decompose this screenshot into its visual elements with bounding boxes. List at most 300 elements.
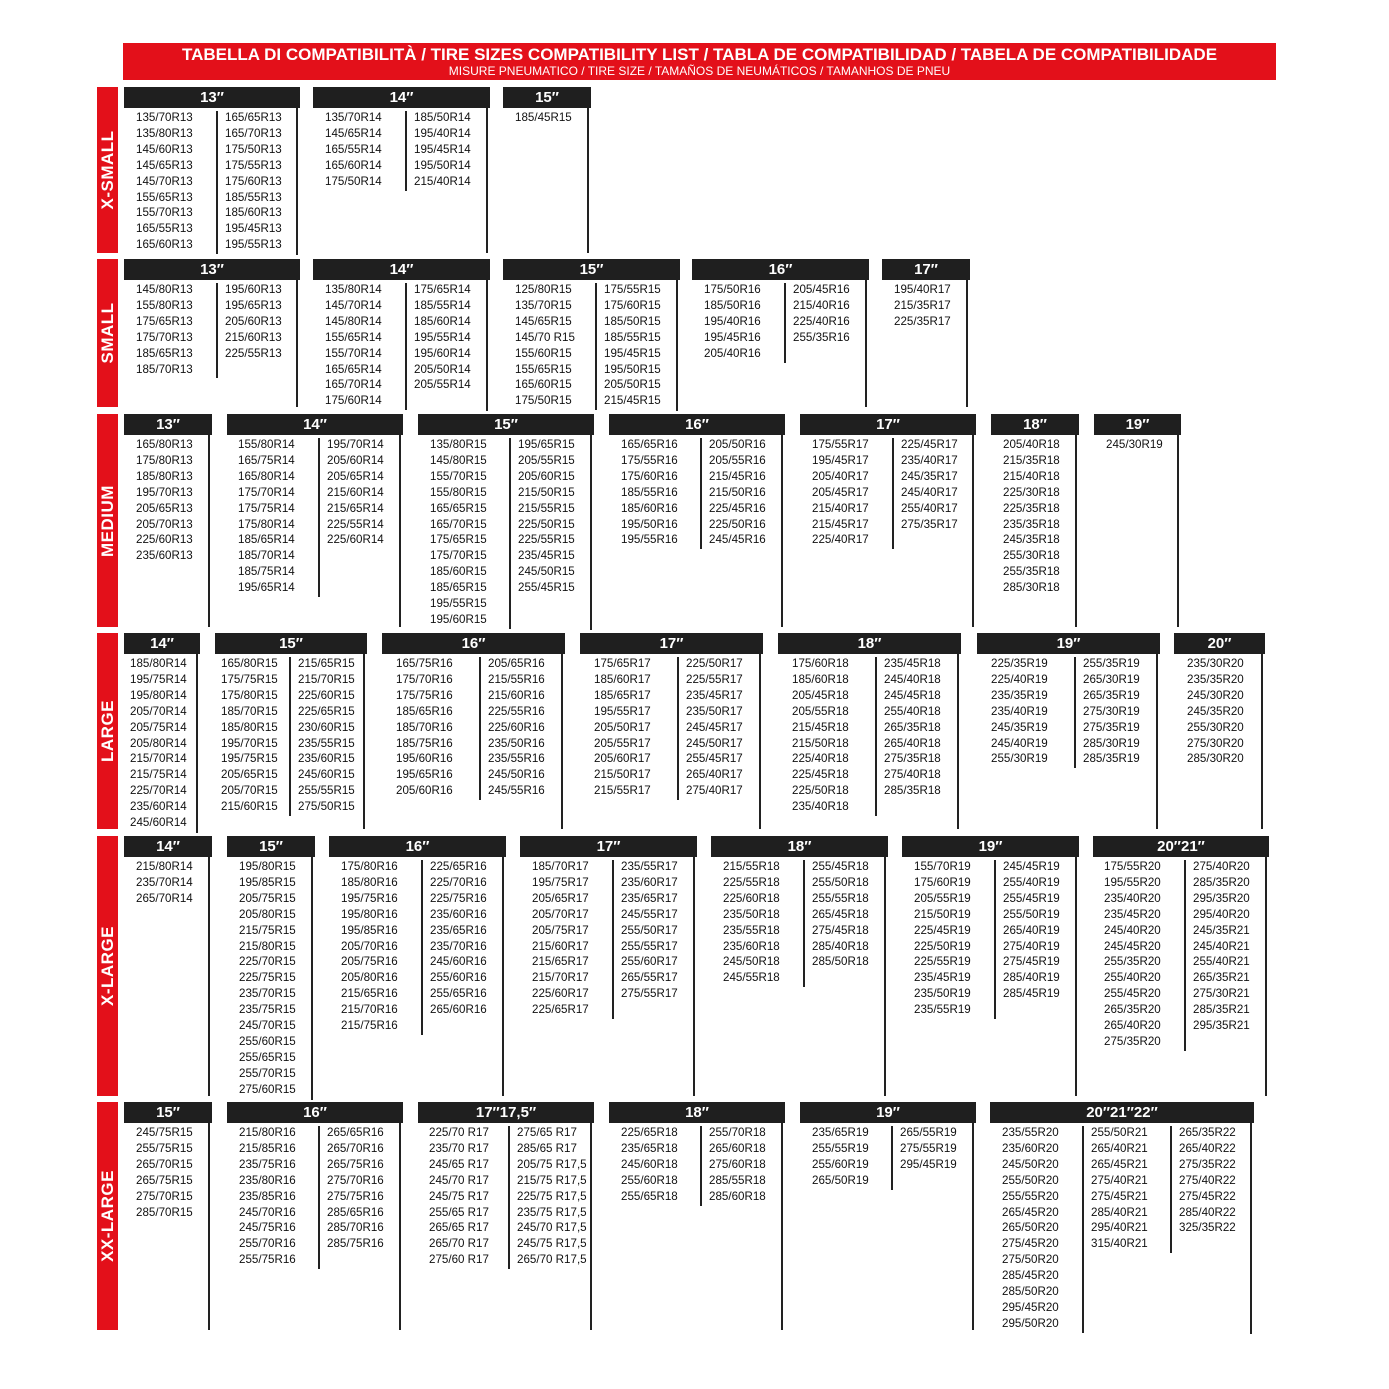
tire-size: 185/55R13 bbox=[225, 190, 282, 204]
tire-size: 205/70R13 bbox=[136, 517, 193, 531]
tire-size: 245/50R18 bbox=[723, 955, 780, 969]
tire-size: 215/60R16 bbox=[488, 688, 545, 702]
column-divider bbox=[405, 283, 407, 410]
tire-size: 225/65R18 bbox=[621, 1126, 678, 1139]
size-column bbox=[238, 435, 295, 596]
rim-size-header: 16″ bbox=[227, 1102, 403, 1123]
column-divider bbox=[1082, 1126, 1084, 1333]
tire-size: 195/50R14 bbox=[414, 158, 471, 172]
tire-size: 165/80R14 bbox=[238, 469, 295, 483]
rim-size-header: 15″ bbox=[418, 414, 594, 435]
tire-size: 215/60R14 bbox=[327, 485, 384, 499]
tire-size: 235/65R19 bbox=[812, 1126, 869, 1139]
tire-size: 245/75 R17,5 bbox=[517, 1237, 587, 1251]
tire-size: 235/75R15 bbox=[239, 1003, 296, 1017]
tire-size: 185/70R13 bbox=[136, 362, 193, 376]
rim-group bbox=[1094, 414, 1181, 627]
tire-size: 255/65R18 bbox=[621, 1189, 678, 1203]
size-column bbox=[396, 654, 453, 799]
tire-size: 225/70R14 bbox=[130, 784, 187, 798]
tire-size: 255/40R21 bbox=[1193, 955, 1250, 969]
tire-size: 155/70R14 bbox=[325, 346, 382, 360]
tire-size: 185/80R13 bbox=[136, 469, 193, 483]
tire-size: 225/50R18 bbox=[792, 784, 849, 798]
table-subtitle: MISURE PNEUMATICO / TIRE SIZE / TAMAÑOS DE NEUMÁTICOS / TAMANHOS DE PNEU bbox=[448, 64, 951, 78]
group-divider bbox=[972, 1123, 974, 1330]
tire-size: 225/55R19 bbox=[914, 955, 971, 969]
tire-size: 195/60R15 bbox=[430, 612, 487, 626]
tire-size: 185/60R16 bbox=[621, 501, 678, 515]
tire-size: 255/55R20 bbox=[1002, 1189, 1059, 1203]
tire-size: 225/50R16 bbox=[709, 517, 766, 531]
tire-size: 155/70R13 bbox=[136, 206, 193, 220]
tire-size: 235/60R14 bbox=[130, 800, 187, 814]
tire-size: 265/60R18 bbox=[709, 1141, 766, 1155]
tire-size: 215/70R16 bbox=[341, 1003, 398, 1017]
rim-size-header: 16″ bbox=[609, 414, 785, 435]
tire-size: 195/40R16 bbox=[704, 314, 761, 328]
tire-size: 275/40R22 bbox=[1179, 1173, 1236, 1187]
tire-size: 185/60R13 bbox=[225, 206, 282, 220]
tire-size: 235/65R17 bbox=[621, 891, 678, 905]
tire-size: 235/45R15 bbox=[518, 549, 575, 563]
tire-size: 205/65R13 bbox=[136, 501, 193, 515]
tire-size: 215/65R17 bbox=[532, 955, 589, 969]
tire-size: 255/30R18 bbox=[1003, 549, 1060, 563]
tire-size: 275/45R19 bbox=[1003, 955, 1060, 969]
rim-group bbox=[990, 1102, 1254, 1334]
tire-size: 265/55R17 bbox=[621, 971, 678, 985]
tire-size: 245/40R21 bbox=[1193, 939, 1250, 953]
tire-size: 255/45R15 bbox=[518, 581, 575, 595]
rim-group bbox=[215, 633, 367, 829]
tire-size: 235/35R18 bbox=[1003, 517, 1060, 531]
rim-size-header: 14″ bbox=[124, 836, 212, 857]
tire-size: 235/40R17 bbox=[901, 453, 958, 467]
tire-size: 205/50R15 bbox=[604, 378, 661, 392]
tire-size: 195/45R17 bbox=[812, 453, 869, 467]
size-column bbox=[709, 435, 766, 548]
size-column bbox=[325, 108, 382, 190]
tire-size: 295/45R20 bbox=[1002, 1300, 1059, 1314]
group-divider bbox=[208, 435, 210, 627]
tire-size: 225/50R17 bbox=[686, 657, 743, 670]
category-label: XX-LARGE bbox=[97, 1170, 117, 1262]
tire-size: 175/80R16 bbox=[341, 860, 398, 873]
rim-group bbox=[124, 87, 300, 255]
tire-size: 175/80R13 bbox=[136, 453, 193, 467]
size-column bbox=[812, 857, 869, 970]
tire-size: 195/65R15 bbox=[518, 438, 575, 451]
size-column bbox=[1091, 1123, 1148, 1252]
tire-size: 175/80R15 bbox=[221, 688, 278, 702]
tire-size: 145/70 R15 bbox=[515, 330, 575, 344]
column-divider bbox=[784, 283, 786, 363]
tire-size: 205/80R14 bbox=[130, 736, 187, 750]
tire-size: 175/65R17 bbox=[594, 657, 651, 670]
category-label: SMALL bbox=[97, 302, 117, 364]
tire-size: 265/30R19 bbox=[1083, 672, 1140, 686]
size-column bbox=[341, 857, 398, 1034]
rim-group bbox=[227, 836, 315, 1100]
group-divider bbox=[502, 857, 504, 1096]
tire-size: 205/40R18 bbox=[1003, 438, 1060, 451]
tire-size: 255/35R20 bbox=[1104, 955, 1161, 969]
tire-size: 285/65R16 bbox=[327, 1205, 384, 1219]
column-divider bbox=[1170, 1126, 1172, 1253]
tire-size: 175/60R14 bbox=[325, 394, 382, 408]
tire-size: 225/55R14 bbox=[327, 517, 384, 531]
tire-size: 245/45R18 bbox=[884, 688, 941, 702]
tire-size: 215/50R15 bbox=[518, 485, 575, 499]
tire-size: 165/65R13 bbox=[225, 111, 282, 124]
tire-size: 215/75 R17,5 bbox=[517, 1173, 587, 1187]
tire-size: 205/50R14 bbox=[414, 362, 471, 376]
tire-size: 195/85R16 bbox=[341, 923, 398, 937]
size-column bbox=[991, 654, 1048, 767]
tire-size: 225/55R17 bbox=[686, 672, 743, 686]
tire-size: 285/35R18 bbox=[884, 784, 941, 798]
tire-size: 175/65R14 bbox=[414, 283, 471, 296]
tire-size: 225/65R16 bbox=[430, 860, 487, 873]
tire-size: 245/30R19 bbox=[1106, 438, 1163, 451]
column-divider bbox=[421, 860, 423, 1035]
tire-size: 285/35R20 bbox=[1193, 875, 1250, 889]
size-column bbox=[812, 1123, 869, 1189]
tire-size: 165/70R15 bbox=[430, 517, 487, 531]
size-column bbox=[1002, 1123, 1059, 1332]
tire-size: 285/40R22 bbox=[1179, 1205, 1236, 1219]
tire-size: 225/55R18 bbox=[723, 875, 780, 889]
rim-group bbox=[520, 836, 697, 1096]
tire-size: 175/50R15 bbox=[515, 394, 572, 408]
tire-size: 155/65R14 bbox=[325, 330, 382, 344]
column-divider bbox=[318, 438, 320, 597]
tire-size: 245/35R21 bbox=[1193, 923, 1250, 937]
rim-group bbox=[124, 633, 200, 833]
group-divider bbox=[1261, 654, 1263, 829]
tire-size: 225/70R16 bbox=[430, 875, 487, 889]
size-column bbox=[515, 108, 572, 126]
tire-size: 205/65R14 bbox=[327, 469, 384, 483]
tire-size: 235/60R13 bbox=[136, 549, 193, 563]
column-divider bbox=[875, 657, 877, 816]
tire-size: 255/45R17 bbox=[686, 752, 743, 766]
tire-size: 205/70R16 bbox=[341, 939, 398, 953]
tire-size: 265/60R16 bbox=[430, 1003, 487, 1017]
tire-size: 185/70R17 bbox=[532, 860, 589, 873]
tire-size: 215/60R17 bbox=[532, 939, 589, 953]
size-column bbox=[604, 280, 661, 409]
tire-size: 215/45R17 bbox=[812, 517, 869, 531]
rim-size-header: 15″ bbox=[227, 836, 315, 857]
column-divider bbox=[1184, 860, 1186, 1051]
tire-size: 245/55R16 bbox=[488, 784, 545, 798]
tire-size: 275/40R19 bbox=[1003, 939, 1060, 953]
size-column bbox=[327, 435, 384, 548]
size-column bbox=[621, 857, 678, 1002]
tire-size: 145/65R13 bbox=[136, 158, 193, 172]
tire-size: 235/30R20 bbox=[1187, 657, 1244, 670]
tire-size: 215/80R14 bbox=[136, 860, 193, 873]
tire-size: 215/40R17 bbox=[812, 501, 869, 515]
tire-size: 205/80R15 bbox=[239, 907, 296, 921]
tire-size: 215/80R15 bbox=[239, 939, 296, 953]
tire-size: 165/65R14 bbox=[325, 362, 382, 376]
tire-size: 255/65R16 bbox=[430, 987, 487, 1001]
tire-size: 175/50R14 bbox=[325, 174, 382, 188]
tire-size: 265/70R16 bbox=[327, 1141, 384, 1155]
column-divider bbox=[216, 111, 218, 254]
tire-size: 195/50R15 bbox=[604, 362, 661, 376]
tire-size: 225/75 R17,5 bbox=[517, 1189, 587, 1203]
tire-size: 175/70R16 bbox=[396, 672, 453, 686]
tire-size: 195/80R16 bbox=[341, 907, 398, 921]
tire-size: 185/70R16 bbox=[396, 720, 453, 734]
group-divider bbox=[399, 1123, 401, 1330]
tire-size: 135/80R15 bbox=[430, 438, 487, 451]
tire-size: 255/40R18 bbox=[884, 704, 941, 718]
tire-size: 185/65R17 bbox=[594, 688, 651, 702]
size-column bbox=[429, 1123, 489, 1268]
rim-group bbox=[227, 1102, 403, 1330]
rim-size-header: 17″ bbox=[882, 259, 970, 280]
tire-size: 235/65R18 bbox=[621, 1141, 678, 1155]
tire-size: 245/45R19 bbox=[1003, 860, 1060, 873]
group-divider bbox=[884, 857, 886, 1096]
tire-size: 275/50R15 bbox=[298, 800, 355, 814]
tire-size: 255/30R20 bbox=[1187, 720, 1244, 734]
tire-size: 205/55R14 bbox=[414, 378, 471, 392]
tire-size: 175/55R15 bbox=[604, 283, 661, 296]
column-divider bbox=[994, 860, 996, 1019]
tire-size: 185/70R15 bbox=[221, 704, 278, 718]
size-column bbox=[594, 654, 651, 799]
tire-size: 255/75R16 bbox=[239, 1253, 296, 1267]
size-column bbox=[723, 857, 780, 986]
tire-size: 235/60R16 bbox=[430, 907, 487, 921]
rim-group bbox=[124, 414, 212, 627]
rim-group bbox=[580, 633, 763, 829]
tire-size: 245/40R17 bbox=[901, 485, 958, 499]
size-column bbox=[709, 1123, 766, 1205]
tire-size: 135/70R14 bbox=[325, 111, 382, 124]
size-column bbox=[686, 654, 743, 799]
group-divider bbox=[865, 280, 867, 407]
tire-size: 245/45R16 bbox=[709, 533, 766, 547]
size-column bbox=[325, 280, 382, 409]
tire-size: 245/50R16 bbox=[488, 768, 545, 782]
tire-size: 165/55R13 bbox=[136, 222, 193, 236]
tire-size: 195/55R14 bbox=[414, 330, 471, 344]
group-divider bbox=[590, 1123, 592, 1330]
size-column bbox=[812, 435, 869, 548]
tire-size: 185/55R15 bbox=[604, 330, 661, 344]
tire-size: 195/50R16 bbox=[621, 517, 678, 531]
tire-size: 275/45R21 bbox=[1091, 1189, 1148, 1203]
size-column bbox=[1003, 435, 1060, 596]
tire-size: 235/50R17 bbox=[686, 704, 743, 718]
tire-size: 245/75R16 bbox=[239, 1221, 296, 1235]
column-divider bbox=[508, 1126, 510, 1269]
group-divider bbox=[1156, 654, 1158, 829]
tire-size: 175/70R13 bbox=[136, 330, 193, 344]
tire-size: 235/45R18 bbox=[884, 657, 941, 670]
tire-size: 235/65R16 bbox=[430, 923, 487, 937]
tire-size: 235/55R20 bbox=[1002, 1126, 1059, 1139]
tire-size: 235/75 R17,5 bbox=[517, 1205, 587, 1219]
tire-size: 255/50R20 bbox=[1002, 1173, 1059, 1187]
tire-size: 205/45R16 bbox=[793, 283, 850, 296]
tire-size: 285/65 R17 bbox=[517, 1141, 577, 1155]
group-divider bbox=[590, 435, 592, 630]
size-column bbox=[1179, 1123, 1236, 1236]
size-column bbox=[136, 435, 193, 564]
tire-size: 245/60R14 bbox=[130, 816, 187, 830]
size-column bbox=[1104, 857, 1161, 1050]
tire-size: 245/40R19 bbox=[991, 736, 1048, 750]
tire-size: 295/35R21 bbox=[1193, 1019, 1250, 1033]
tire-size: 165/65R15 bbox=[430, 501, 487, 515]
tire-size: 185/50R16 bbox=[704, 298, 761, 312]
size-column bbox=[621, 1123, 678, 1205]
rim-size-header: 20″21″22″ bbox=[990, 1102, 1254, 1123]
category-x-small bbox=[97, 87, 118, 253]
group-divider bbox=[363, 654, 365, 829]
tire-size: 175/65R13 bbox=[136, 314, 193, 328]
tire-size: 275/35R22 bbox=[1179, 1157, 1236, 1171]
tire-size: 205/70R17 bbox=[532, 907, 589, 921]
size-column bbox=[532, 857, 589, 1018]
rim-group bbox=[902, 836, 1079, 1096]
tire-size: 245/35R19 bbox=[991, 720, 1048, 734]
tire-size: 235/35R20 bbox=[1187, 672, 1244, 686]
tire-size: 225/55R13 bbox=[225, 346, 282, 360]
rim-size-header: 18″ bbox=[609, 1102, 785, 1123]
tire-size: 215/45R16 bbox=[709, 469, 766, 483]
tire-size: 215/50R19 bbox=[914, 907, 971, 921]
tire-size: 175/70R14 bbox=[238, 485, 295, 499]
tire-size: 275/35R19 bbox=[1083, 720, 1140, 734]
column-divider bbox=[612, 860, 614, 1019]
tire-size: 215/40R16 bbox=[793, 298, 850, 312]
tire-size: 225/60R16 bbox=[488, 720, 545, 734]
tire-size: 255/60R17 bbox=[621, 955, 678, 969]
tire-size: 235/40R19 bbox=[991, 704, 1048, 718]
tire-size: 165/60R13 bbox=[136, 238, 193, 252]
rim-size-header: 14″ bbox=[313, 259, 490, 280]
tire-size: 195/45R13 bbox=[225, 222, 282, 236]
tire-size: 265/40R19 bbox=[1003, 923, 1060, 937]
tire-size: 255/45R19 bbox=[1003, 891, 1060, 905]
tire-size: 215/65R14 bbox=[327, 501, 384, 515]
tire-size: 195/65R13 bbox=[225, 298, 282, 312]
group-divider bbox=[311, 857, 313, 1100]
tire-size: 175/55R13 bbox=[225, 158, 282, 172]
rim-group bbox=[382, 633, 565, 829]
tire-size: 275/40R20 bbox=[1193, 860, 1250, 873]
rim-group bbox=[882, 259, 970, 407]
tire-size: 205/45R18 bbox=[792, 688, 849, 702]
tire-size: 265/35R22 bbox=[1179, 1126, 1236, 1139]
column-divider bbox=[892, 438, 894, 549]
tire-size: 235/85R16 bbox=[239, 1189, 296, 1203]
table-title: TABELLA DI COMPATIBILITÀ / TIRE SIZES COMPATIBILITY LIST / TABLA DE COMPATIBILIDAD / TABELA DE COMPATIBILIDADE bbox=[181, 45, 1218, 64]
tire-size: 205/45R17 bbox=[812, 485, 869, 499]
category-large bbox=[97, 633, 118, 829]
tire-size: 155/70R15 bbox=[430, 469, 487, 483]
tire-size: 165/60R15 bbox=[515, 378, 572, 392]
tire-size: 195/55R13 bbox=[225, 238, 282, 252]
category-small bbox=[97, 259, 118, 407]
rim-size-header: 20″ bbox=[1174, 633, 1265, 654]
tire-size: 235/75R16 bbox=[239, 1157, 296, 1171]
tire-size: 265/65R16 bbox=[327, 1126, 384, 1139]
category-x-large bbox=[97, 836, 118, 1096]
size-column bbox=[900, 1123, 957, 1173]
size-column bbox=[515, 280, 575, 409]
tire-size: 245/55R17 bbox=[621, 907, 678, 921]
rim-size-header: 14″ bbox=[124, 633, 200, 654]
rim-size-header: 19″ bbox=[977, 633, 1160, 654]
tire-size: 245/50R15 bbox=[518, 565, 575, 579]
tire-size: 205/60R16 bbox=[396, 784, 453, 798]
size-column bbox=[239, 857, 296, 1098]
tire-size: 205/70R15 bbox=[221, 784, 278, 798]
group-divider bbox=[399, 435, 401, 627]
tire-size: 225/30R18 bbox=[1003, 485, 1060, 499]
tire-size: 225/45R16 bbox=[709, 501, 766, 515]
tire-size: 245/70 R17 bbox=[429, 1173, 489, 1187]
tire-size: 185/65R14 bbox=[238, 533, 295, 547]
tire-size: 225/45R18 bbox=[792, 768, 849, 782]
tire-size: 175/80R14 bbox=[238, 517, 295, 531]
tire-size: 245/30R20 bbox=[1187, 688, 1244, 702]
tire-size: 255/70R15 bbox=[239, 1066, 296, 1080]
tire-size: 285/55R18 bbox=[709, 1173, 766, 1187]
size-column bbox=[1003, 857, 1060, 1002]
tire-size: 235/60R15 bbox=[298, 752, 355, 766]
tire-size: 215/60R13 bbox=[225, 330, 282, 344]
group-divider bbox=[1265, 857, 1267, 1096]
group-divider bbox=[781, 1123, 783, 1330]
tire-size: 255/50R18 bbox=[812, 875, 869, 889]
rim-group bbox=[609, 414, 785, 627]
tire-size: 195/60R13 bbox=[225, 283, 282, 296]
tire-size: 275/65 R17 bbox=[517, 1126, 577, 1139]
tire-size: 195/70R14 bbox=[327, 438, 384, 451]
tire-size: 235/50R19 bbox=[914, 987, 971, 1001]
group-divider bbox=[972, 435, 974, 627]
size-column bbox=[225, 280, 282, 362]
tire-size: 275/60R15 bbox=[239, 1082, 296, 1096]
tire-size: 185/65R16 bbox=[396, 704, 453, 718]
tire-size: 205/65R17 bbox=[532, 891, 589, 905]
tire-size: 155/80R15 bbox=[430, 485, 487, 499]
tire-size: 225/65R15 bbox=[298, 704, 355, 718]
rim-size-header: 14″ bbox=[227, 414, 403, 435]
group-divider bbox=[1177, 435, 1179, 627]
tire-size: 265/50R20 bbox=[1002, 1221, 1059, 1235]
tire-size: 255/45R20 bbox=[1104, 987, 1161, 1001]
tire-size: 235/45R20 bbox=[1104, 907, 1161, 921]
category-medium bbox=[97, 414, 118, 627]
tire-size: 195/60R16 bbox=[396, 752, 453, 766]
tire-size: 265/40R20 bbox=[1104, 1019, 1161, 1033]
tire-size: 195/55R16 bbox=[621, 533, 678, 547]
rim-size-header: 14″ bbox=[313, 87, 490, 108]
tire-size: 245/35R17 bbox=[901, 469, 958, 483]
